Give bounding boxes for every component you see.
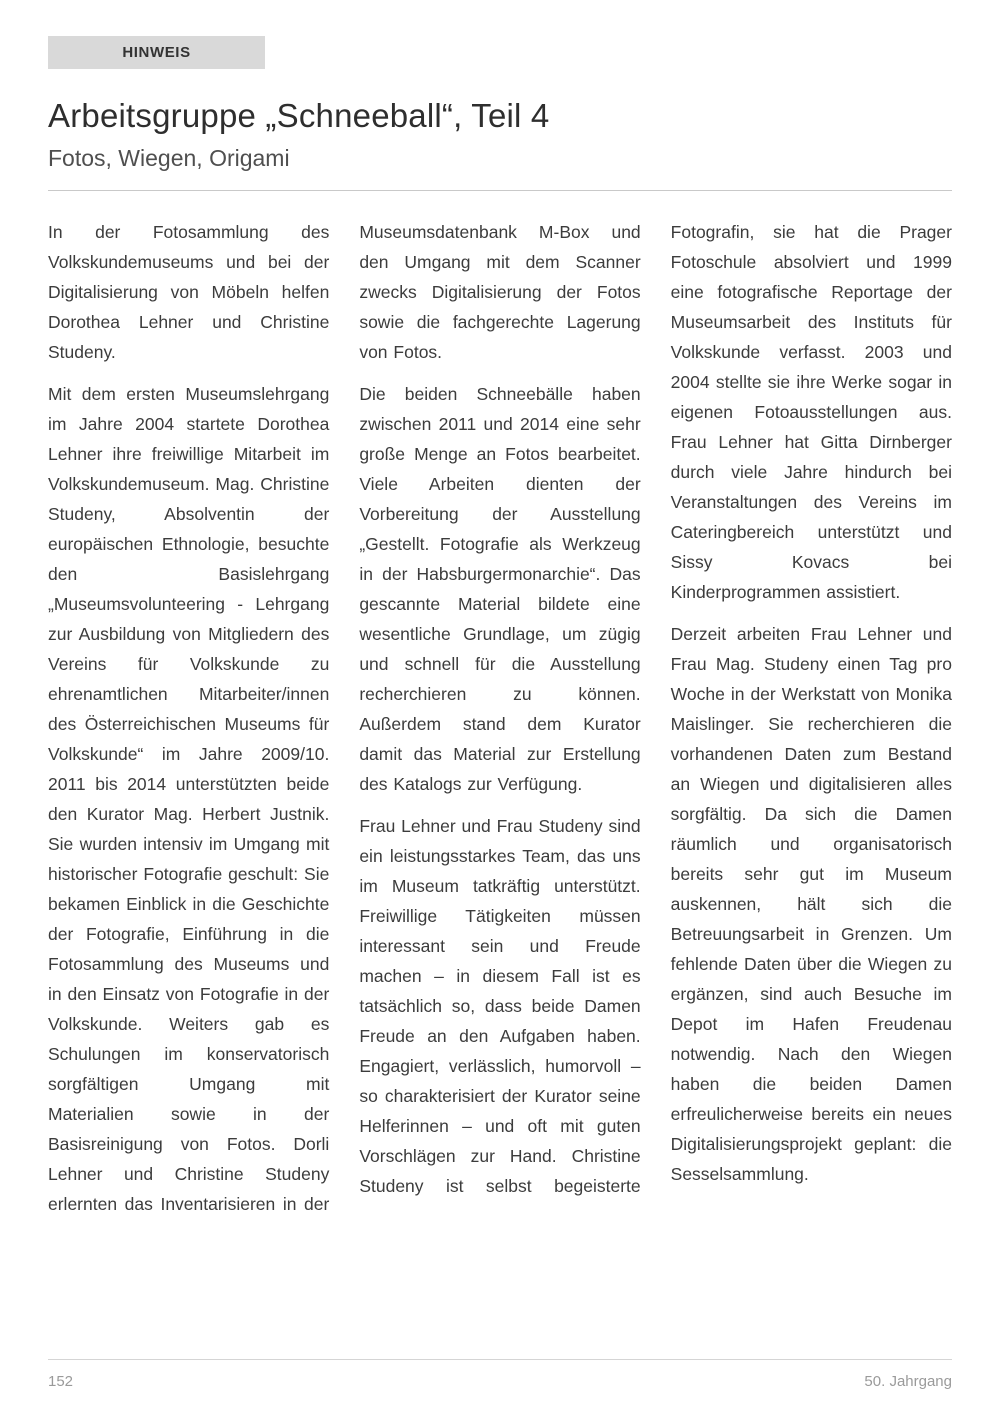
page-title: Arbeitsgruppe „Schneeball“, Teil 4 [48,97,550,134]
paragraph-team: Frau Lehner und Frau Studeny sind ein leistungsstarkes Team, das uns im Museum tatkräftig unterstützt. Freiwillige Tätigkeiten müssen interessant sein und Freude machen – in diesem Fall ist es tatsächlich so, dass beide Damen Freude an den Aufgaben haben. Engagiert, verlässlich, humorvoll – so charakterisiert der Kurator seine Helferinnen – und oft mit guten Vorschlägen zur Hand. Christine Studeny ist selbst begeisterte Fotografin, sie hat die Prager Fotoschule absolviert und 1999 eine fotografische Reportage der Museumsarbeit des Instituts für Volkskunde verfasst. 2003 und 2004 stellte sie ihre Werke sogar in eigenen Fotoausstellungen aus. Frau Lehner hat Gitta Dirnberger durch viele Jahre hindurch bei Veranstaltungen des Vereins im Cateringbereich unterstützt und Sissy Kovacs bei Kinderprogrammen assistiert. [359,221,952,1196]
page-footer [48,1359,952,1390]
paragraph-intro: In der Fotosammlung des Volkskundemuseums und bei der Digitalisierung von Möbeln helfen Dorothea Lehner und Christine Studeny. [48,221,330,362]
journal-label: 50. Jahrgang [864,1373,952,1390]
paragraph-schneebaelle: Die beiden Schneebälle haben zwischen 2011 und 2014 eine sehr große Menge an Fotos bearbeitet. Viele Arbeiten dienten der Vorbereitung der Ausstellung „Gestellt. Fotografie als Werkzeug in der Habsburgermonarchie“. Das gescannte Material bildete eine wesentliche Grundlage, um zügig und schnell für die Ausstellung recherchieren zu können. Außerdem stand dem Kurator damit das Material zur Erstellung des Katalogs zur Verfügung. [359,383,641,794]
header-divider [48,190,952,191]
article-body [48,217,952,1219]
page-subtitle: Fotos, Wiegen, Origami [48,144,290,171]
paragraph-derzeit: Derzeit arbeiten Frau Lehner und Frau Mag. Studeny einen Tag pro Woche in der Werkstatt von Monika Maislinger. Sie recherchieren die vorhandenen Daten zum Bestand an Wiegen und digitalisieren alles sorgfältig. Da sich die Damen räumlich und organisatorisch bereits sehr gut im Museum auskennen, hält sich die Betreuungsarbeit in Grenzen. Um fehlende Daten über die Wiegen zu ergänzen, sind auch Besuche im Depot im Hafen Freudenau notwendig. Nach den Wiegen haben die beiden Damen erfreulicherweise bereits ein neues Digitalisierungsprojekt geplant: die Sesselsammlung. [670,623,952,1184]
page-number: 152 [48,1373,74,1390]
paragraph-training: Mit dem ersten Museumslehrgang im Jahre 2004 startete Dorothea Lehner ihre freiwillige Mitarbeit im Volkskundemuseum. Mag. Christine Studeny, Absolventin der europäischen Ethnologie, besuchte den Basislehrgang „Museumsvolunteering - Lehrgang zur Ausbildung von Mitgliedern des Vereins für Volkskunde zu ehrenamtlichen Mitarbeiter/innen des Österreichischen Museums für Volkskunde“ im Jahre 2009/10. 2011 bis 2014 unterstützten beide den Kurator Mag. Herbert Justnik. Sie wurden intensiv im Umgang mit historischer Fotografie geschult: Sie bekamen Einblick in die Geschichte der Fotografie, Einführung in die Fotosammlung des Museums und in den Einsatz von Fotografie in der Volkskunde. Weiters gab es Schulungen im konservatorisch sorgfältigen Umgang mit Materialien sowie in der Basisreinigung von Fotos. Dorli Lehner und Christine Studeny erlernten das Inventarisieren in der Museumsdatenbank M-Box und den Umgang mit dem Scanner zwecks Digitalisierung der Fotos sowie die fachgerechte Lagerung von Fotos. [48,221,641,1214]
footer-divider [48,1359,952,1360]
footer-row [48,1373,952,1390]
hinweis-badge: HINWEIS [48,36,265,69]
